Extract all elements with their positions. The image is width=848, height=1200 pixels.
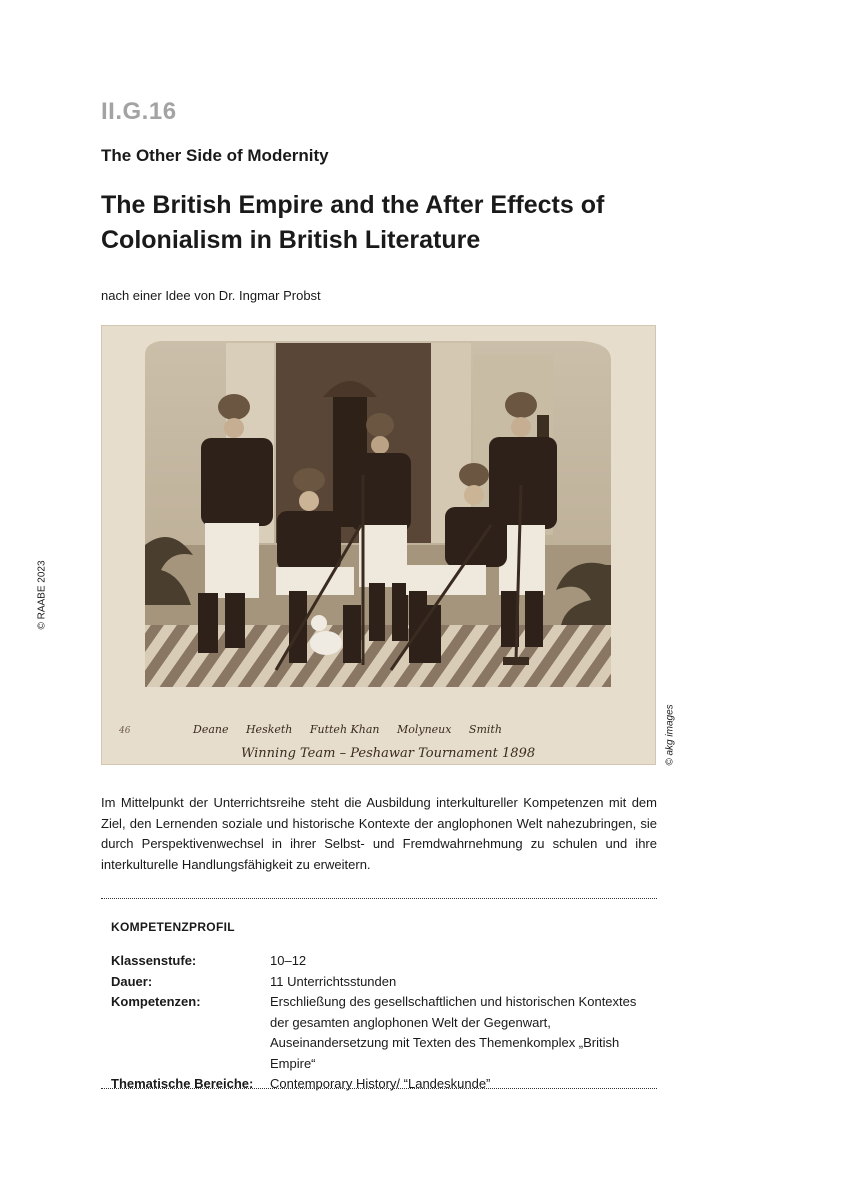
photo-corner-mark: 46 bbox=[119, 726, 131, 736]
kp-label: Kompetenzen: bbox=[111, 994, 201, 1009]
dotted-divider-bottom bbox=[101, 1088, 657, 1089]
kp-value: Contemporary History/ “Landeskunde” bbox=[270, 1076, 491, 1091]
photo-credit: © akg images bbox=[664, 704, 676, 766]
document-title: The British Empire and the After Effects of Colonialism in British Literature bbox=[101, 191, 605, 254]
kp-value: 11 Unterrichtsstunden bbox=[270, 973, 397, 989]
photo-names-caption: Deane Hesketh Futteh Khan Molyneux Smith bbox=[193, 723, 502, 736]
kp-value: 10–12 bbox=[270, 953, 307, 968]
kp-label: Klassenstufe: bbox=[111, 953, 197, 968]
kp-row-thematische-bereiche bbox=[111, 1074, 651, 1095]
kp-row-dauer bbox=[111, 972, 651, 993]
copyright-notice: © RAABE 2023 bbox=[36, 560, 48, 630]
intro-paragraph: Im Mittelpunkt der Unterrichtsreihe steht die Ausbildung interkultureller Kompetenzen mit dem Ziel, den Lernenden soziale und historische Kontexte der anglophonen Welt nahezubringen, sie durch Perspektivenwechsel in ihrer Selbst- und Fremdwahrnehmung zu schulen und ihre interkulturelle Handlungsfähigkeit zu erweitern. bbox=[101, 795, 657, 872]
author-line: nach einer Idee von Dr. Ingmar Probst bbox=[101, 288, 321, 303]
kp-value: Erschließung des gesellschaftlichen und historischen Kontextes der gesamten anglophonen Welt der Gegenwart, Auseinandersetzung mit Texten des Themenkomplex „British Empire“ bbox=[270, 994, 637, 1071]
document-code: II.G.16 bbox=[101, 98, 177, 125]
dotted-divider-top bbox=[101, 898, 657, 899]
kp-label: Dauer: bbox=[111, 973, 153, 989]
kp-row-kompetenzen bbox=[111, 992, 651, 1074]
photo-caption: Winning Team – Peshawar Tournament 1898 bbox=[241, 746, 536, 761]
kompetenzprofil-table bbox=[111, 951, 651, 1095]
kp-row-klassenstufe bbox=[111, 951, 651, 972]
kp-label: Thematische Bereiche: bbox=[111, 1076, 254, 1091]
document-subtitle: The Other Side of Modernity bbox=[101, 146, 329, 165]
kompetenzprofil-heading: KOMPETENZPROFIL bbox=[111, 920, 235, 934]
historic-photograph bbox=[101, 325, 656, 765]
